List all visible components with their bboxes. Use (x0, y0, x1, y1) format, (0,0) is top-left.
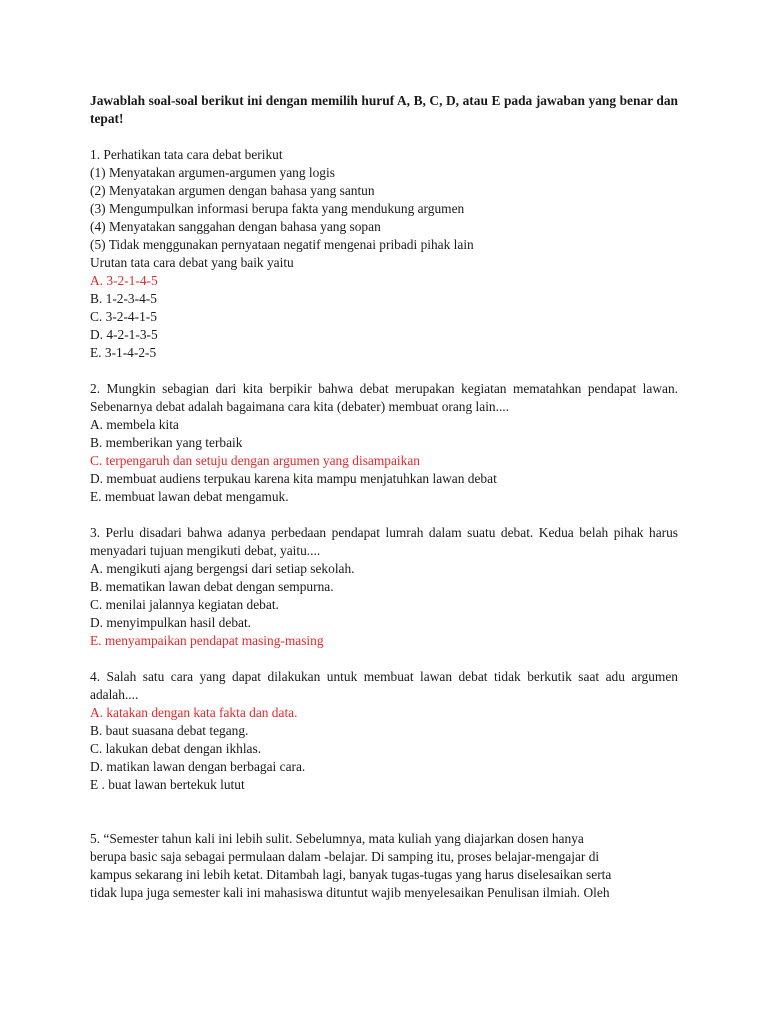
question-4-option-d: D. matikan lawan dengan berbagai cara. (90, 759, 306, 774)
question-2-option-b: B. memberikan yang terbaik (90, 435, 243, 450)
question-2-option-c-correct: C. terpengaruh dan setuju dengan argumen yang disampaikan (90, 453, 420, 468)
question-3-option-b: B. mematikan lawan debat dengan sempurna. (90, 579, 334, 594)
question-5 (90, 830, 678, 902)
question-1-option-a-correct: A. 3-2-1-4-5 (90, 273, 158, 288)
question-5-line: 5. “Semester tahun kali ini lebih sulit. Sebelumnya, mata kuliah yang diajarkan dosen hanya (90, 831, 584, 846)
question-1-item: (3) Mengumpulkan informasi berupa fakta yang mendukung argumen (90, 201, 465, 216)
question-1-stem: 1. Perhatikan tata cara debat berikut (90, 147, 283, 162)
question-5-line: berupa basic saja sebagai permulaan dalam -belajar. Di samping itu, proses belajar-mengajar di (90, 849, 600, 864)
question-3-option-d: D. menyimpulkan hasil debat. (90, 615, 252, 630)
question-4-option-e: E . buat lawan bertekuk lutut (90, 777, 245, 792)
question-4-stem: 4. Salah satu cara yang dapat dilakukan untuk membuat lawan debat tidak berkutik saat adu argumen adalah.... (90, 669, 678, 702)
question-1-item: (2) Menyatakan argumen dengan bahasa yang santun (90, 183, 375, 198)
question-4-option-b: B. baut suasana debat tegang. (90, 723, 249, 738)
question-2-option-e: E. membuat lawan debat mengamuk. (90, 489, 289, 504)
question-2-option-a: A. membela kita (90, 417, 179, 432)
question-1-option-b: B. 1-2-3-4-5 (90, 291, 157, 306)
document-page (90, 92, 678, 920)
question-5-line: tidak lupa juga semester kali ini mahasiswa dituntut wajib menyelesaikan Penulisan ilmiah. Oleh (90, 885, 610, 900)
question-3-option-e-correct: E. menyampaikan pendapat masing-masing (90, 633, 324, 648)
question-3-stem: 3. Perlu disadari bahwa adanya perbedaan pendapat lumrah dalam suatu debat. Kedua belah pihak harus menyadari tujuan mengikuti debat, yaitu.... (90, 525, 678, 558)
question-1-item: (5) Tidak menggunakan pernyataan negatif mengenai pribadi pihak lain (90, 237, 474, 252)
question-4 (90, 668, 678, 794)
question-2-stem: 2. Mungkin sebagian dari kita berpikir bahwa debat merupakan kegiatan mematahkan pendapat lawan. Sebenarnya debat adalah bagaimana cara kita (debater) membuat orang lain.... (90, 381, 678, 414)
question-4-option-a-correct: A. katakan dengan kata fakta dan data. (90, 705, 298, 720)
question-1-item: (4) Menyatakan sanggahan dengan bahasa yang sopan (90, 219, 381, 234)
question-1-option-c: C. 3-2-4-1-5 (90, 309, 157, 324)
question-3 (90, 524, 678, 650)
question-2-option-d: D. membuat audiens terpukau karena kita mampu menjatuhkan lawan debat (90, 471, 497, 486)
question-1-prompt: Urutan tata cara debat yang baik yaitu (90, 255, 294, 270)
question-5-line: kampus sekarang ini lebih ketat. Ditambah lagi, banyak tugas-tugas yang harus diselesaikan serta (90, 867, 612, 882)
question-2 (90, 380, 678, 506)
question-4-option-c: C. lakukan debat dengan ikhlas. (90, 741, 262, 756)
question-1-option-d: D. 4-2-1-3-5 (90, 327, 158, 342)
question-1-item: (1) Menyatakan argumen-argumen yang logis (90, 165, 335, 180)
question-3-option-c: C. menilai jalannya kegiatan debat. (90, 597, 279, 612)
question-1-option-e: E. 3-1-4-2-5 (90, 345, 157, 360)
question-3-option-a: A. mengikuti ajang bergengsi dari setiap sekolah. (90, 561, 355, 576)
question-1 (90, 146, 678, 362)
instruction-text: Jawablah soal-soal berikut ini dengan memilih huruf A, B, C, D, atau E pada jawaban yang benar dan tepat! (90, 93, 678, 126)
